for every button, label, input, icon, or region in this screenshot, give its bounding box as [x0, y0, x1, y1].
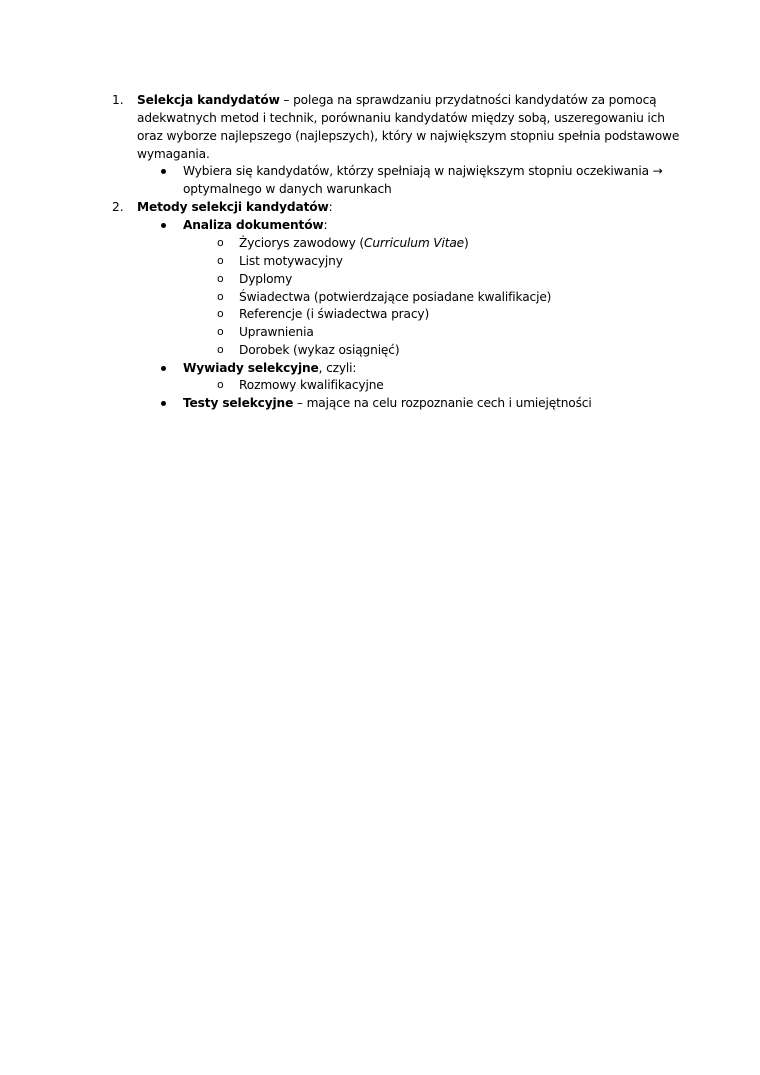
analiza-title: Analiza dokumentów	[183, 218, 324, 232]
item2-heading	[137, 198, 333, 216]
list-number-2: 2.	[112, 200, 124, 214]
bullet-icon	[161, 223, 166, 228]
item1-line1	[137, 91, 656, 109]
bullet-icon	[161, 169, 166, 174]
item1-text-line2: adekwatnych metod i technik, porównaniu kandydatów między sobą, uszeregowaniu ich	[137, 111, 665, 125]
cv-text: Życiorys zawodowy (	[239, 236, 364, 250]
testy-suffix: – mające na celu rozpoznanie cech i umiejętności	[293, 396, 592, 410]
analiza-item: Świadectwa (potwierdzające posiadane kwalifikacje)	[239, 290, 552, 304]
analiza-item: Dyplomy	[239, 272, 293, 286]
analiza-heading	[183, 216, 328, 234]
circle-bullet-icon: o	[217, 325, 224, 338]
analiza-item: Dorobek (wykaz osiągnięć)	[239, 343, 400, 357]
item2-title-suffix: :	[328, 200, 333, 214]
circle-bullet-icon: o	[217, 307, 224, 320]
analiza-suffix: :	[323, 218, 328, 232]
item1-text-line1: – polega na sprawdzaniu przydatności kandydatów za pomocą	[279, 93, 657, 107]
testy-title: Testy selekcyjne	[183, 396, 294, 410]
wywiady-heading	[183, 359, 356, 377]
testy-heading	[183, 394, 592, 412]
cv-close: )	[464, 236, 469, 250]
item2-title: Metody selekcji kandydatów	[137, 200, 329, 214]
circle-bullet-icon: o	[217, 254, 224, 267]
circle-bullet-icon: o	[217, 290, 224, 303]
item1-bullet-line1: Wybiera się kandydatów, którzy spełniają w największym stopniu oczekiwania →	[183, 164, 663, 178]
item1-bullet-line2: optymalnego w danych warunkach	[183, 182, 392, 196]
wywiady-sub-item: Rozmowy kwalifikacyjne	[239, 378, 384, 392]
circle-bullet-icon: o	[217, 378, 224, 391]
item1-title: Selekcja kandydatów	[137, 93, 280, 107]
bullet-icon	[161, 401, 166, 406]
list-number-1: 1.	[112, 93, 124, 107]
analiza-cv-item	[239, 234, 469, 252]
item1-text-line4: wymagania.	[137, 147, 210, 161]
wywiady-suffix: , czyli:	[318, 361, 357, 375]
item1-text-line3: oraz wyborze najlepszego (najlepszych), który w największym stopniu spełnia podstawowe	[137, 129, 680, 143]
circle-bullet-icon: o	[217, 272, 224, 285]
circle-bullet-icon: o	[217, 236, 224, 249]
analiza-item: List motywacyjny	[239, 254, 343, 268]
analiza-item: Uprawnienia	[239, 325, 314, 339]
circle-bullet-icon: o	[217, 343, 224, 356]
bullet-icon	[161, 366, 166, 371]
wywiady-title: Wywiady selekcyjne	[183, 361, 319, 375]
cv-italic: Curriculum Vitae	[364, 236, 464, 250]
analiza-item: Referencje (i świadectwa pracy)	[239, 307, 430, 321]
